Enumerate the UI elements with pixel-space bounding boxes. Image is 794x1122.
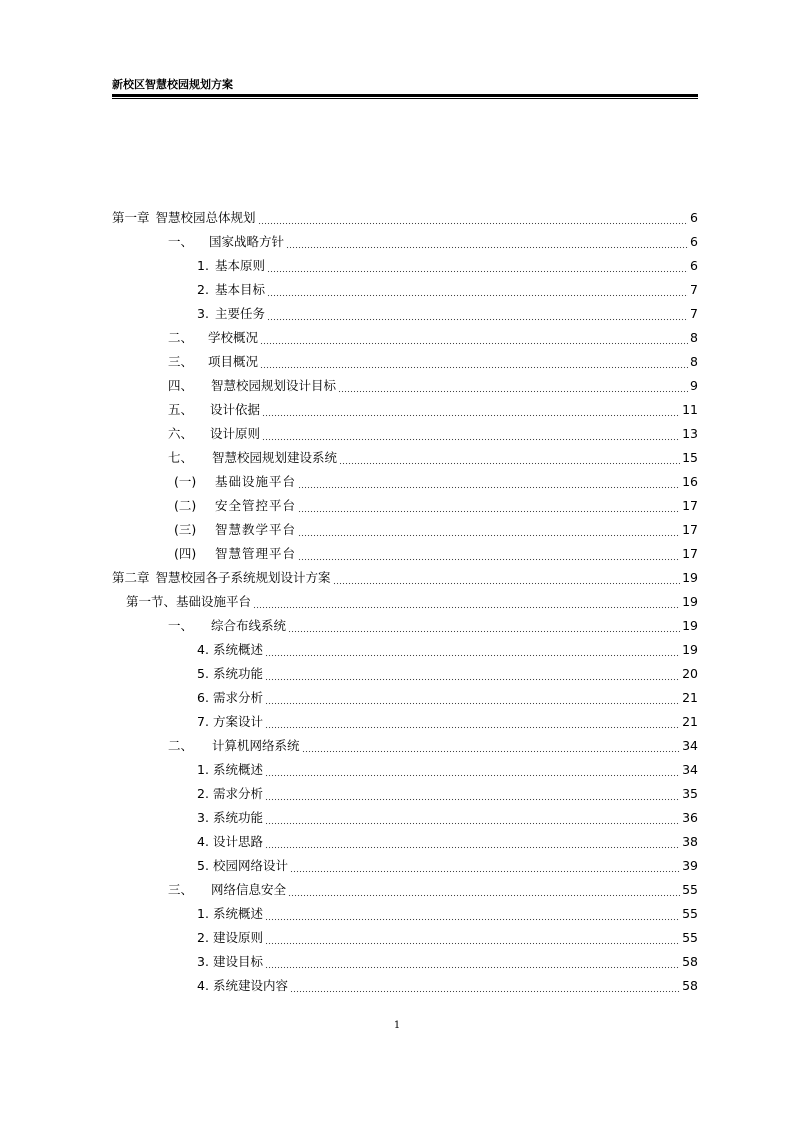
- toc-leader-dots: [333, 571, 681, 585]
- toc-entry-title: 智慧教学平台: [215, 522, 297, 537]
- toc-entry-number: 4.: [197, 834, 209, 849]
- toc-entry-page: 55: [682, 906, 698, 921]
- toc-entry-number: 一、: [168, 618, 194, 633]
- toc-entry[interactable]: [126, 592, 698, 612]
- toc-entry-number: 第一章: [112, 210, 150, 225]
- toc-entry[interactable]: [174, 520, 698, 540]
- toc-entry-page: 8: [690, 354, 698, 369]
- toc-entry-page: 13: [682, 426, 698, 441]
- toc-entry-page: 17: [682, 546, 698, 561]
- toc-leader-dots: [267, 307, 688, 321]
- toc-leader-dots: [267, 259, 688, 273]
- toc-entry[interactable]: [174, 472, 698, 492]
- toc-entry-title: 方案设计: [213, 714, 264, 729]
- page-number: 1: [393, 1020, 401, 1031]
- toc-entry[interactable]: [197, 784, 698, 804]
- toc-leader-dots: [265, 907, 680, 921]
- toc-entry[interactable]: [168, 424, 698, 444]
- toc-entry-title: 网络信息安全: [211, 882, 287, 897]
- toc-entry-title: 国家战略方针: [209, 234, 285, 249]
- toc-entry-number: 4.: [197, 642, 209, 657]
- toc-leader-dots: [265, 691, 680, 705]
- toc-leader-dots: [265, 931, 680, 945]
- toc-entry-title: 智慧校园规划设计目标: [211, 378, 337, 393]
- toc-entry-page: 39: [682, 858, 698, 873]
- toc-entry-number: (二): [174, 498, 197, 513]
- toc-entry-title: 综合布线系统: [211, 618, 287, 633]
- toc-entry-number: 2.: [197, 786, 209, 801]
- toc-entry-title: 项目概况: [208, 354, 259, 369]
- toc-leader-dots: [298, 547, 680, 561]
- toc-entry-page: 17: [682, 498, 698, 513]
- toc-entry[interactable]: [168, 616, 698, 636]
- toc-entry-number: 3.: [197, 306, 209, 321]
- toc-entry-title: 设计原则: [210, 426, 261, 441]
- toc-entry-page: 34: [682, 738, 698, 753]
- toc-entry-title: 安全管控平台: [215, 498, 297, 513]
- toc-leader-dots: [298, 475, 680, 489]
- toc-entry[interactable]: [197, 808, 698, 828]
- toc-entry-title: 系统功能: [213, 810, 264, 825]
- toc-entry[interactable]: [174, 544, 698, 564]
- toc-entry[interactable]: [168, 232, 698, 252]
- toc-leader-dots: [265, 643, 680, 657]
- toc-entry-page: 6: [690, 234, 698, 249]
- toc-entry-page: 7: [690, 306, 698, 321]
- toc-entry-number: 2.: [197, 282, 209, 297]
- toc-entry-number: 四、: [168, 378, 194, 393]
- toc-entry-page: 38: [682, 834, 698, 849]
- toc-entry-number: 1.: [197, 762, 209, 777]
- toc-entry[interactable]: [168, 352, 698, 372]
- toc-entry[interactable]: [168, 448, 698, 468]
- toc-entry-page: 58: [682, 954, 698, 969]
- toc-entry-number: 三、: [168, 354, 194, 369]
- toc-entry[interactable]: [197, 664, 698, 684]
- toc-leader-dots: [265, 787, 680, 801]
- toc-entry-number: (三): [174, 522, 197, 537]
- toc-entry[interactable]: [197, 832, 698, 852]
- toc-leader-dots: [298, 499, 680, 513]
- toc-entry-page: 21: [682, 714, 698, 729]
- toc-entry-title: 需求分析: [213, 786, 264, 801]
- toc-entry-number: 五、: [168, 402, 194, 417]
- toc-entry-title: 建设目标: [213, 954, 264, 969]
- toc-entry[interactable]: [197, 256, 698, 276]
- toc-entry-number: 3.: [197, 810, 209, 825]
- toc-entry-page: 16: [682, 474, 698, 489]
- toc-leader-dots: [339, 451, 680, 465]
- toc-entry[interactable]: [197, 904, 698, 924]
- toc-entry-page: 35: [682, 786, 698, 801]
- toc-entry[interactable]: [112, 568, 698, 588]
- toc-leader-dots: [265, 667, 680, 681]
- toc-entry-page: 19: [682, 618, 698, 633]
- toc-entry-title: 基本原则: [215, 258, 266, 273]
- toc-entry-number: 一、: [168, 234, 194, 249]
- toc-entry-title: 需求分析: [213, 690, 264, 705]
- toc-entry[interactable]: [197, 712, 698, 732]
- toc-entry-title: 学校概况: [208, 330, 259, 345]
- toc-entry-page: 19: [682, 570, 698, 585]
- toc-entry-number: (一): [174, 474, 197, 489]
- toc-entry[interactable]: [168, 376, 698, 396]
- toc-entry[interactable]: [168, 400, 698, 420]
- toc-entry-title: 系统概述: [213, 762, 264, 777]
- toc-entry-title: 智慧校园总体规划: [155, 210, 256, 225]
- toc-entry-page: 19: [682, 642, 698, 657]
- toc-entry-page: 19: [682, 594, 698, 609]
- toc-leader-dots: [253, 595, 680, 609]
- toc-leader-dots: [265, 715, 680, 729]
- toc-entry-page: 6: [690, 258, 698, 273]
- toc-entry-page: 11: [682, 402, 698, 417]
- toc-entry-title: 智慧校园各子系统规划设计方案: [155, 570, 331, 585]
- toc-entry-number: 4.: [197, 978, 209, 993]
- toc-entry[interactable]: [168, 328, 698, 348]
- toc-entry-number: 第二章: [112, 570, 150, 585]
- toc-entry-number: 7.: [197, 714, 209, 729]
- toc-entry-page: 20: [682, 666, 698, 681]
- toc-entry-title: 设计思路: [213, 834, 264, 849]
- toc-leader-dots: [302, 739, 681, 753]
- toc-entry[interactable]: [197, 280, 698, 300]
- toc-entry-title: 设计依据: [210, 402, 261, 417]
- toc-leader-dots: [260, 331, 688, 345]
- toc-entry-page: 9: [690, 378, 698, 393]
- toc-entry-title: 主要任务: [215, 306, 266, 321]
- toc-entry-number: 七、: [168, 450, 194, 465]
- toc-entry-title: 基本目标: [215, 282, 266, 297]
- toc-entry-number: 6.: [197, 690, 209, 705]
- toc-entry-number: 六、: [168, 426, 194, 441]
- toc-entry[interactable]: [197, 688, 698, 708]
- toc-entry-title: 智慧校园规划建设系统: [212, 450, 338, 465]
- toc-entry-page: 17: [682, 522, 698, 537]
- toc-entry-title: 建设原则: [213, 930, 264, 945]
- toc-leader-dots: [265, 763, 680, 777]
- toc-entry-title: 系统概述: [213, 642, 264, 657]
- toc-entry[interactable]: [197, 952, 698, 972]
- toc-entry-title: 智慧管理平台: [215, 546, 297, 561]
- toc-leader-dots: [258, 211, 689, 225]
- toc-entry-title: 基础设施平台: [215, 474, 297, 489]
- toc-entry-page: 55: [682, 930, 698, 945]
- toc-leader-dots: [265, 955, 680, 969]
- toc-entry-number: 2.: [197, 930, 209, 945]
- toc-leader-dots: [290, 979, 680, 993]
- toc-entry[interactable]: [168, 736, 698, 756]
- toc-entry-number: 3.: [197, 954, 209, 969]
- toc-leader-dots: [262, 427, 680, 441]
- toc-entry-page: 7: [690, 282, 698, 297]
- toc-leader-dots: [265, 835, 680, 849]
- toc-entry-title: 校园网络设计: [213, 858, 289, 873]
- toc-leader-dots: [262, 403, 680, 417]
- toc-entry-number: (四): [174, 546, 197, 561]
- toc-entry[interactable]: [112, 208, 698, 228]
- toc-leader-dots: [265, 811, 680, 825]
- toc-entry-number: 1.: [197, 906, 209, 921]
- toc-entry-title: 系统功能: [213, 666, 264, 681]
- toc-leader-dots: [260, 355, 688, 369]
- toc-entry-number: 5.: [197, 666, 209, 681]
- toc-entry-number: 1.: [197, 258, 209, 273]
- toc-leader-dots: [290, 859, 680, 873]
- toc-leader-dots: [288, 619, 680, 633]
- document-header-title: 新校区智慧校园规划方案: [112, 78, 233, 91]
- toc-entry-title: 系统概述: [213, 906, 264, 921]
- toc-leader-dots: [286, 235, 688, 249]
- toc-entry-number: 三、: [168, 882, 194, 897]
- toc-entry[interactable]: [174, 496, 698, 516]
- toc-entry-page: 36: [682, 810, 698, 825]
- toc-entry[interactable]: [197, 640, 698, 660]
- toc-entry-page: 8: [690, 330, 698, 345]
- toc-entry-page: 58: [682, 978, 698, 993]
- toc-entry-title: 基础设施平台: [176, 594, 252, 609]
- toc-entry[interactable]: [197, 304, 698, 324]
- toc-entry[interactable]: [197, 856, 698, 876]
- toc-entry-page: 34: [682, 762, 698, 777]
- toc-leader-dots: [288, 883, 680, 897]
- toc-entry-number: 二、: [168, 738, 194, 753]
- toc-entry-page: 55: [682, 882, 698, 897]
- toc-entry-page: 6: [690, 210, 698, 225]
- toc-entry-number: 第一节、: [126, 594, 177, 609]
- toc-entry-title: 计算机网络系统: [212, 738, 300, 753]
- toc-entry[interactable]: [168, 880, 698, 900]
- toc-entry-number: 5.: [197, 858, 209, 873]
- toc-entry-title: 系统建设内容: [213, 978, 289, 993]
- toc-entry-number: 二、: [168, 330, 194, 345]
- toc-leader-dots: [267, 283, 688, 297]
- toc-entry[interactable]: [197, 976, 698, 996]
- toc-entry[interactable]: [197, 760, 698, 780]
- toc-entry-page: 21: [682, 690, 698, 705]
- toc-leader-dots: [338, 379, 688, 393]
- toc-leader-dots: [298, 523, 680, 537]
- toc-entry-page: 15: [682, 450, 698, 465]
- toc-entry[interactable]: [197, 928, 698, 948]
